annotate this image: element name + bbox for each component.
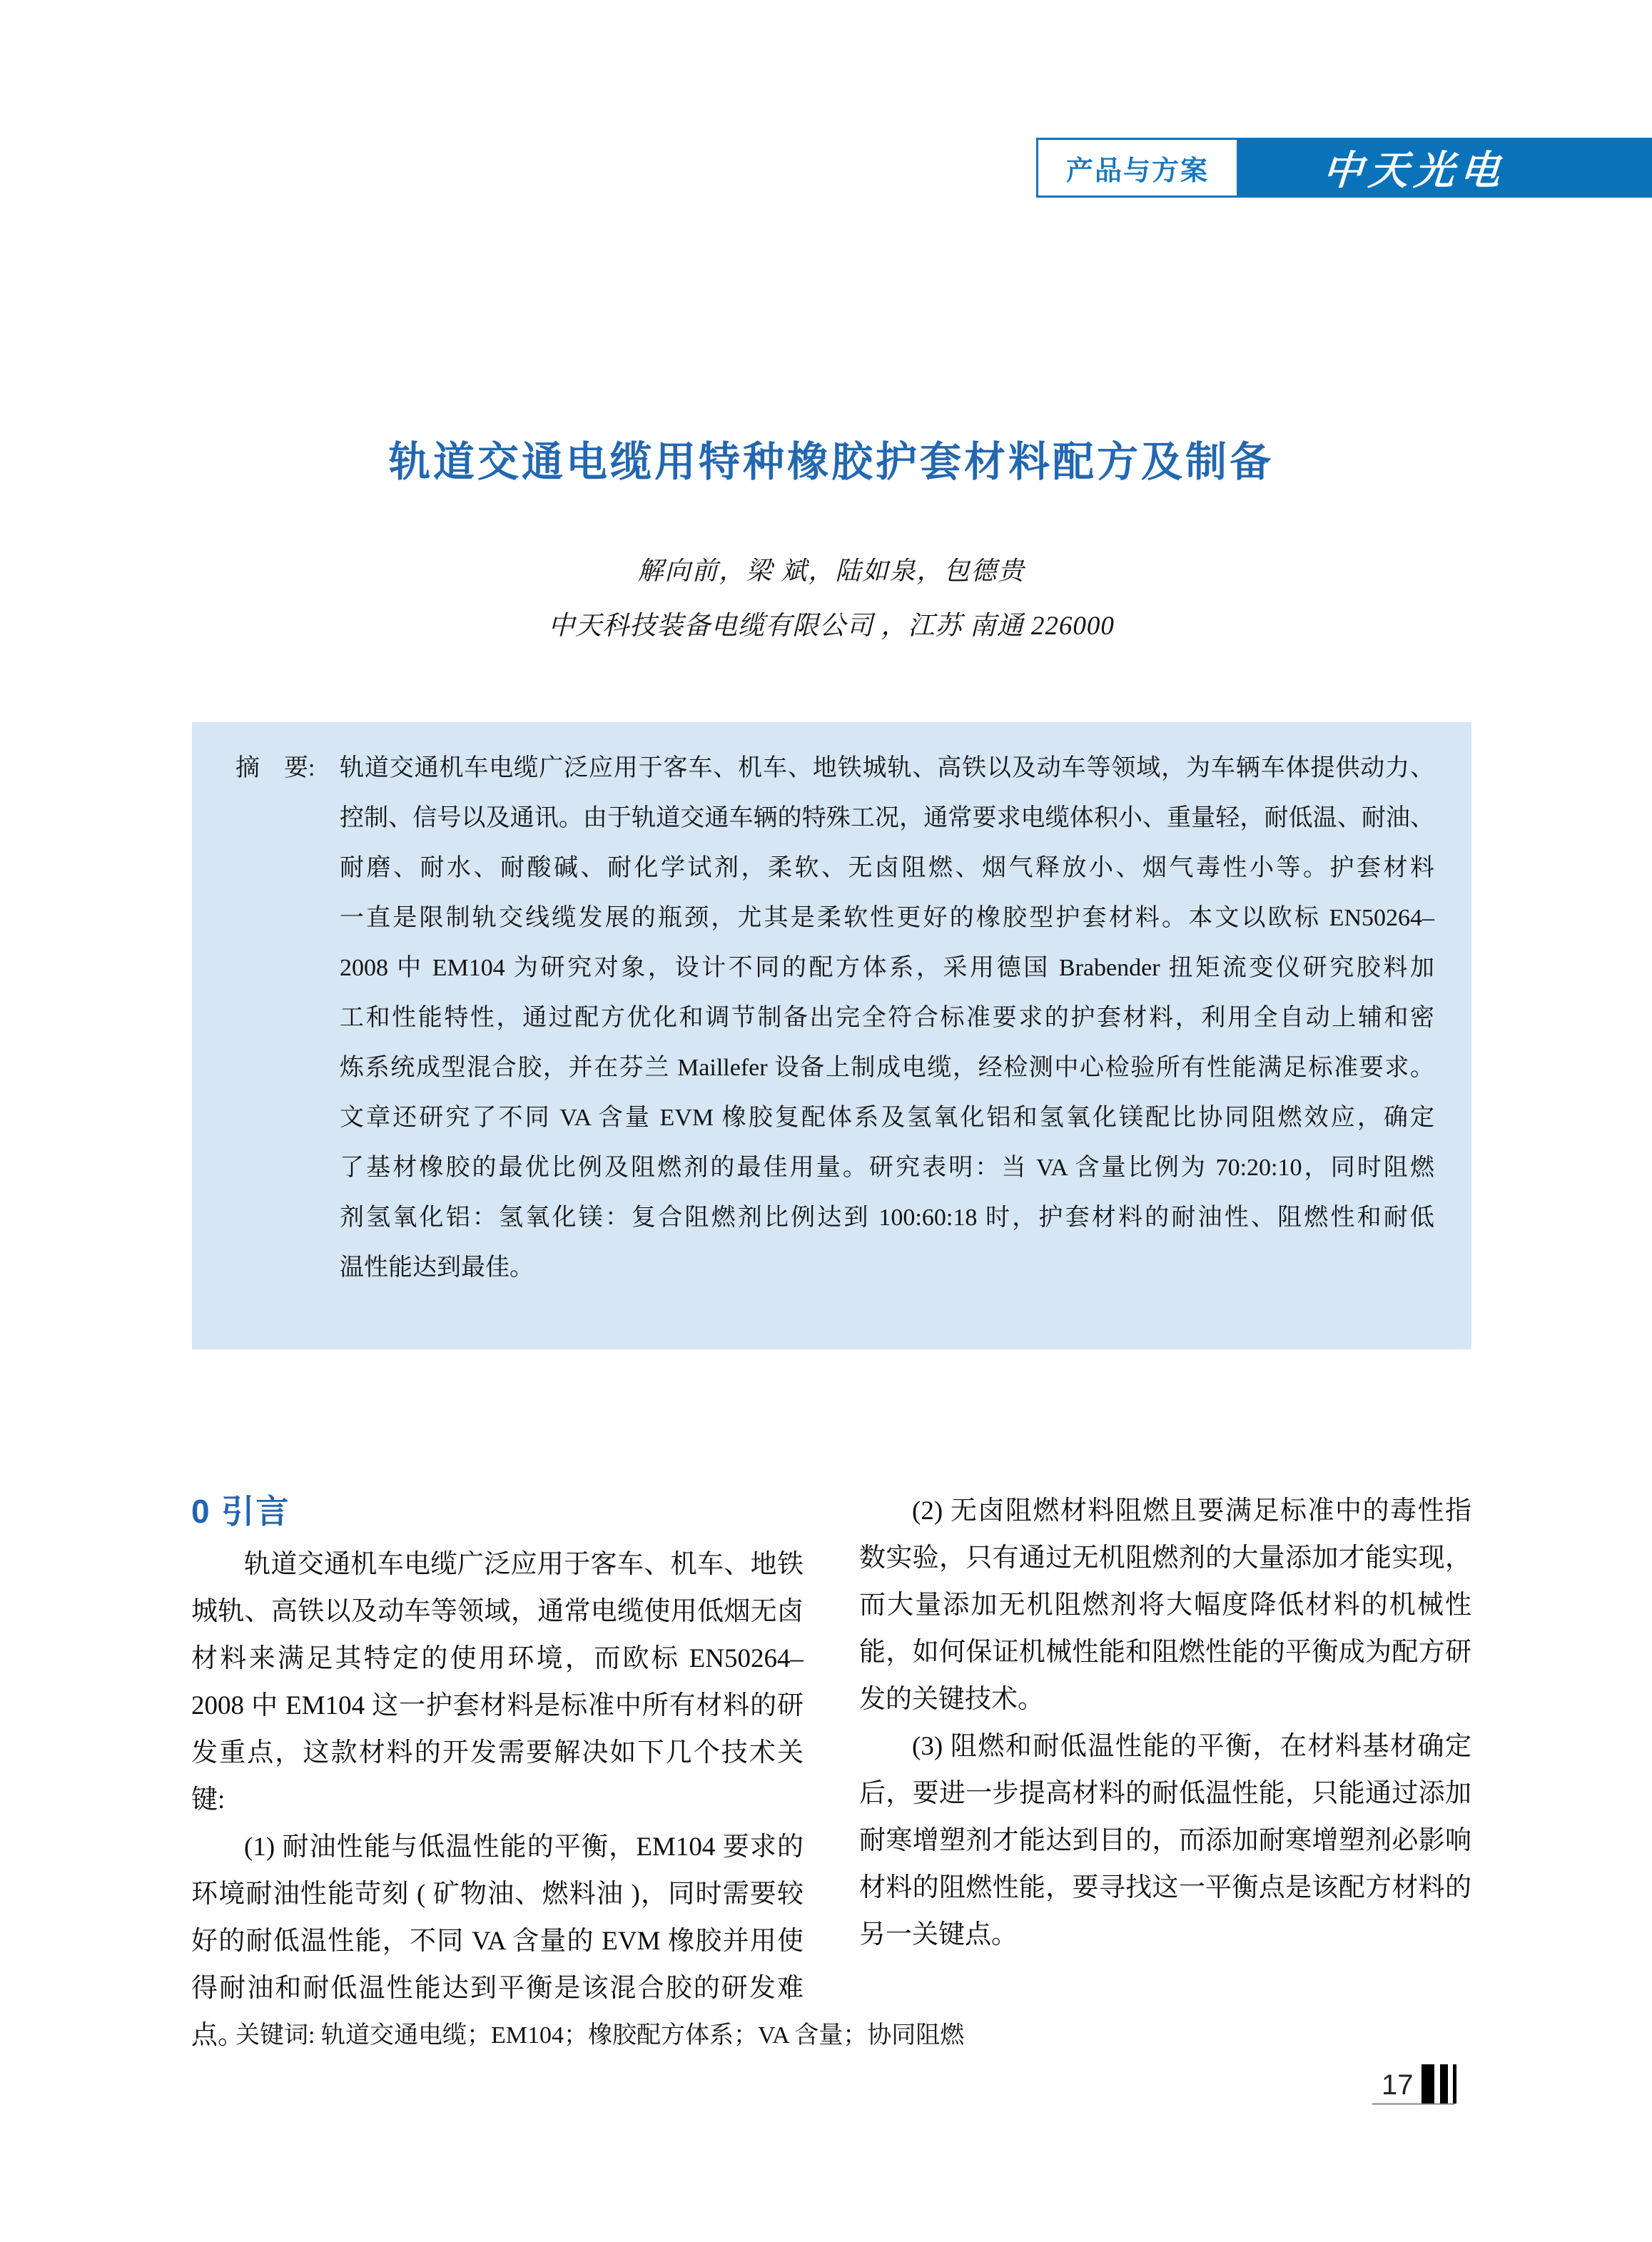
page-footer: [1356, 2062, 1470, 2112]
abstract-text: [340, 744, 1434, 1293]
body-paragraph: 轨道交通机车电缆广泛应用于客车、机车、地铁城轨、高铁以及动车等领域，通常电缆使用低烟无卤材料来满足其特定的使用环境，而欧标 EN50264–2008 中 EM104 这一护套材料是标准中所有材料的研发重点，这款材料的开发需要解决如下几个技术关键:: [191, 1550, 804, 1815]
footer-bar-thick: [1422, 2064, 1434, 2104]
brand-logo: 中天光电: [1321, 149, 1507, 193]
abstract-line: 剂氢氧化铝：氢氧化镁：复合阻燃剂比例达到 100:60:18 时，护套材料的耐油性、阻燃性和耐低: [340, 1204, 1434, 1231]
abstract-line: 一直是限制轨交线缆发展的瓶颈，尤其是柔软性更好的橡胶型护套材料。本文以欧标 EN50264–: [340, 905, 1434, 931]
affiliation-line: 中天科技装备电缆有限公司 ，江苏 南通 226000: [548, 612, 1115, 641]
body-paragraph: (1) 耐油性能与低温性能的平衡，EM104 要求的环境耐油性能苛刻 ( 矿物油、燃料油 )，同时需要较好的耐低温性能，不同 VA 含量的 EVM 橡胶并用使得耐油和耐低温性能达到平衡是该混合胶的研发难点。: [191, 1832, 804, 2050]
footer-bar-thin: [1453, 2064, 1456, 2104]
body-column-left: [191, 1541, 804, 2059]
section-tag-box: [1036, 138, 1239, 198]
abstract-line: 耐磨、耐水、耐酸碱、耐化学试剂，柔软、无卤阻燃、烟气释放小、烟气毒性小等。护套材料: [340, 855, 1434, 881]
abstract-label: 摘 要:: [235, 755, 315, 781]
abstract-line: 炼系统成型混合胶，并在芬兰 Maillefer 设备上制成电缆，经检测中心检验所有性能满足标准要求。: [340, 1055, 1434, 1081]
page-number: 17: [1382, 2069, 1414, 2101]
abstract-line: 了基材橡胶的最优比例及阻燃剂的最佳用量。研究表明：当 VA 含量比例为 70:20:10，同时阻燃: [340, 1155, 1434, 1181]
abstract-line: 控制、信号以及通讯。由于轨道交通车辆的特殊工况，通常要求电缆体积小、重量轻，耐低温、耐油、: [340, 805, 1434, 831]
abstract-line: 文章还研究了不同 VA 含量 EVM 橡胶复配体系及氢氧化铝和氢氧化镁配比协同阻燃效应，确定: [340, 1105, 1434, 1131]
section-tag-label: 产品与方案: [1065, 156, 1209, 186]
abstract-line: 轨道交通机车电缆广泛应用于客车、机车、地铁城轨、高铁以及动车等领域，为车辆车体提供动力、: [340, 755, 1434, 781]
abstract-line: 温性能达到最佳。: [340, 1254, 534, 1281]
footer-bar-medium: [1440, 2064, 1448, 2104]
abstract-line: 工和性能特性，通过配方优化和调节制备出完全符合标准要求的护套材料，利用全自动上辅和密: [340, 1005, 1434, 1031]
body-column-right: [859, 1488, 1471, 1959]
header-brand-band: [1239, 138, 1652, 198]
body-paragraph: (2) 无卤阻燃材料阻燃且要满足标准中的毒性指数实验，只有通过无机阻燃剂的大量添加才能实现，而大量添加无机阻燃剂将大幅度降低材料的机械性能，如何保证机械性能和阻燃性能的平衡成为配方研发的关键技术。: [859, 1496, 1471, 1714]
section-heading-introduction: 0 引言: [191, 1493, 290, 1530]
page-title: 轨道交通电缆用特种橡胶护套材料配方及制备: [388, 439, 1274, 485]
body-paragraph: (3) 阻燃和耐低温性能的平衡，在材料基材确定后，要进一步提高材料的耐低温性能，只能通过添加耐寒增塑剂才能达到目的，而添加耐寒增塑剂必影响材料的阻燃性能，要寻找这一平衡点是该配方材料的另一关键点。: [859, 1732, 1471, 1949]
authors-line: 解向前，梁 斌，陆如泉，包德贵: [637, 557, 1025, 585]
abstract-line: 2008 中 EM104 为研究对象，设计不同的配方体系，采用德国 Brabender 扭矩流变仪研究胶料加: [340, 955, 1434, 981]
keywords-line: 关键词: 轨道交通电缆；EM104；橡胶配方体系；VA 含量；协同阻燃: [235, 2022, 965, 2049]
